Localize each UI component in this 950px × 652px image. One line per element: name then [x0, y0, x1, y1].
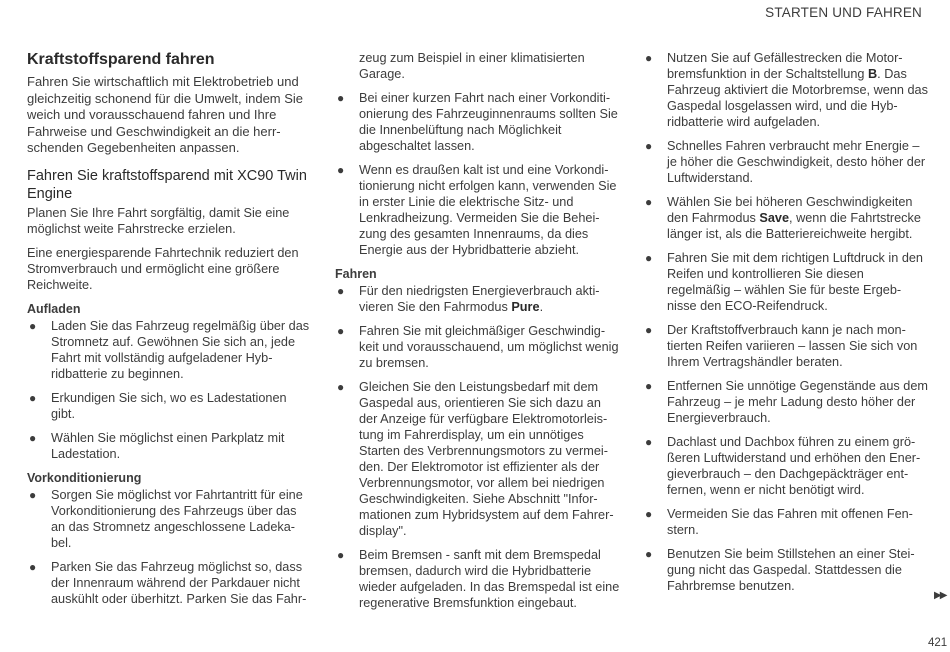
bullet-icon: ●: [29, 430, 37, 445]
list-item: ● Wenn es draußen kalt ist und eine Vorkondi-tionierung nicht erfolgen kann, verwenden Sie in erster Linie die elektrische Sitz- und Lenkradheizung. Vermeiden Sie die Behei-zung des gesamten Innenraums, da dies Energie aus der Hybridbatterie abzieht.: [337, 163, 617, 257]
list-item: ● Laden Sie das Fahrzeug regelmäßig über das Stromnetz auf. Gewöhnen Sie sich an, jede Fahrt mit vollständig aufgeladener Hyb-ridbatterie zu beginnen.: [29, 318, 310, 381]
heading-aufladen: Aufladen: [27, 301, 81, 316]
column-2: [335, 50, 620, 619]
bullet-icon: ●: [645, 379, 653, 393]
list-item: ● Vermeiden Sie das Fahren mit offenen Fen-stern.: [645, 507, 913, 537]
heading-fahren: Fahren: [335, 267, 377, 281]
mode-pure: Pure: [511, 300, 540, 314]
bullet-icon: ●: [645, 51, 653, 65]
paragraph-plan: Planen Sie Ihre Fahrt sorgfältig, damit Sie eine möglichst weite Fahrstrecke erzielen.: [27, 205, 290, 236]
list-item: ● Parken Sie das Fahrzeug möglichst so, dass der Innenraum während der Parkdauer nicht auskühlt oder überhitzt. Parken Sie das Fahr-: [29, 559, 307, 606]
continued-text: zeug zum Beispiel in einer klimatisierten Garage.: [359, 51, 585, 81]
bullet-icon: ●: [29, 318, 37, 333]
list-fahren: [335, 283, 620, 611]
list-item: ● Gleichen Sie den Leistungsbedarf mit dem Gaspedal aus, orientieren Sie sich dazu an der Anzeige für verfügbare Elektromotorleis-tung im Fahrerdisplay, um ein unnötiges Starten des Verbrennungsmotors zu vermei-den. Der Elektromotor ist effizienter als der Verbrennungsmotor, vor allem bei niedrigen Geschwindigkeiten. Siehe Abschnitt "Infor-mationen zum Hybridsystem auf dem Fahrer-display".: [337, 380, 614, 538]
list-item: ● Erkundigen Sie sich, wo es Ladestationen gibt.: [29, 390, 287, 421]
page-title: Kraftstoffsparend fahren: [27, 51, 215, 68]
list-item: ● Bei einer kurzen Fahrt nach einer Vorkonditi-onierung des Fahrzeuginnenraums sollten Sie die Innenbelüftung nach Möglichkeit abgeschaltet lassen.: [337, 91, 618, 153]
list-item: ● Fahren Sie mit gleichmäßiger Geschwindig-keit und vorausschauend, um möglichst wenig zu bremsen.: [337, 324, 619, 370]
bullet-icon: ●: [645, 195, 653, 209]
list-item: ● Sorgen Sie möglichst vor Fahrtantritt für eine Vorkonditionierung des Fahrzeugs über das an das Stromnetz angeschlossene Ladeka-bel.: [29, 487, 303, 550]
list-fahren-cont: [643, 50, 928, 594]
heading-vorkonditionierung: Vorkonditionierung: [27, 470, 142, 485]
column-3: [643, 50, 928, 602]
bullet-icon: ●: [337, 324, 345, 338]
list-item: ● Entfernen Sie unnötige Gegenstände aus dem Fahrzeug – je mehr Ladung desto höher der Energieverbrauch.: [645, 379, 928, 425]
list-item: ● Benutzen Sie beim Stillstehen an einer Stei-gung nicht das Gaspedal. Stattdessen die Fahrbremse benutzen.: [645, 547, 915, 593]
bullet-icon: ●: [337, 284, 345, 298]
bullet-icon: ●: [337, 163, 345, 177]
list-item: ● Fahren Sie mit dem richtigen Luftdruck in den Reifen und kontrollieren Sie diesen regelmäßig – wählen Sie für beste Ergeb-nisse den ECO-Reifendruck.: [645, 251, 923, 313]
list-item: ● Beim Bremsen - sanft mit dem Bremspedal bremsen, dadurch wird die Hybridbatterie wieder aufgeladen. In das Bremspedal ist eine regenerative Bremsfunktion eingebaut.: [337, 548, 620, 610]
list-item: ● Dachlast und Dachbox führen zu einem grö-ßeren Luftwiderstand und erhöhen den Ener-gieverbrauch – den Dachgepäckträger ent-fernen, wenn er nicht benötigt wird.: [645, 435, 921, 497]
bullet-icon: ●: [645, 435, 653, 449]
list-item: ● Wählen Sie bei höheren Geschwindigkeiten den Fahrmodus Save, wenn die Fahrtstrecke länger ist, als die Batteriereichweite hergibt.: [645, 195, 921, 241]
list-vorkonditionierung: [27, 487, 312, 607]
bullet-icon: ●: [645, 323, 653, 337]
bullet-icon: ●: [337, 91, 345, 105]
list-item: ● Nutzen Sie auf Gefällestrecken die Motor-bremsfunktion in der Schaltstellung B. Das Fahrzeug aktiviert die Motorbremse, wenn das Gaspedal losgelassen wird, und die Hyb-ridbatterie wird aufgeladen.: [645, 51, 928, 129]
list-item: ● Für den niedrigsten Energieverbrauch akti-vieren Sie den Fahrmodus Pure.: [337, 284, 600, 314]
bullet-icon: ●: [337, 380, 345, 394]
paragraph-technique: Eine energiesparende Fahrtechnik reduziert den Stromverbrauch und ermöglicht eine größere Reichweite.: [27, 245, 299, 292]
list-item: ● Wählen Sie möglichst einen Parkplatz mit Ladestation.: [29, 430, 285, 461]
page-number: 421: [928, 637, 948, 649]
list-item: ● Der Kraftstoffverbrauch kann je nach mon-tierten Reifen variieren – lassen Sie sich von Ihrem Vertragshändler beraten.: [645, 323, 918, 369]
bullet-icon: ●: [645, 139, 653, 153]
section-header: STARTEN UND FAHREN: [765, 5, 922, 20]
bullet-icon: ●: [645, 251, 653, 265]
intro-paragraph: Fahren Sie wirtschaftlich mit Elektrobetrieb und gleichzeitig schonend für die Umwelt, indem Sie weich und vorausschauend fahren und Ihre Fahrweise und Geschwindigkeit an die herr-schenden Gegebenheiten anpassen.: [27, 74, 304, 155]
mode-save: Save: [759, 211, 790, 225]
bullet-icon: ●: [337, 548, 345, 562]
bullet-icon: ●: [29, 390, 37, 405]
list-item: ● Schnelles Fahren verbraucht mehr Energie – je höher die Geschwindigkeit, desto höher der Luftwiderstand.: [645, 139, 926, 185]
section-subtitle: Fahren Sie kraftstoffsparend mit XC90 Twin Engine: [27, 167, 307, 202]
list-vorkonditionierung-cont: [335, 90, 620, 258]
bullet-icon: ●: [29, 559, 37, 574]
gear-b: B: [868, 67, 878, 81]
bullet-icon: ●: [29, 487, 37, 502]
bullet-icon: ●: [645, 507, 653, 521]
list-aufladen: [27, 318, 312, 462]
bullet-icon: ●: [645, 547, 653, 561]
continue-arrows-icon: ▶▶: [934, 590, 946, 601]
column-1: [27, 50, 312, 615]
